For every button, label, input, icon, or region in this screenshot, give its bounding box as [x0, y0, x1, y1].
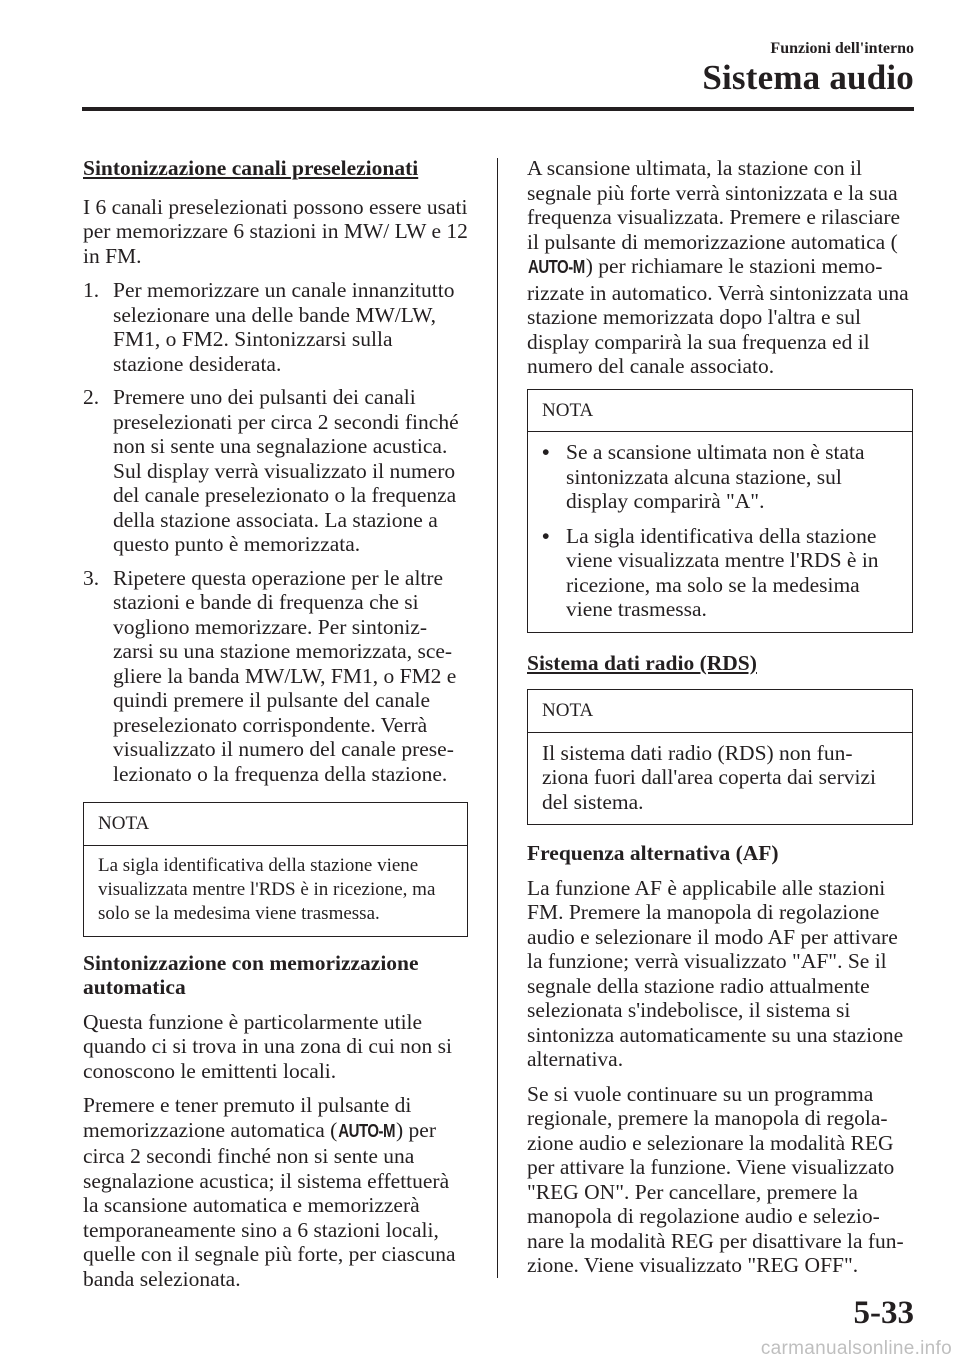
step-number: 2.	[83, 385, 100, 409]
preset-steps	[83, 278, 468, 786]
auto-m-button-icon: AUTO-M	[528, 256, 585, 278]
note-bullet-list	[542, 440, 898, 622]
step-item	[83, 278, 468, 376]
right-column	[527, 156, 913, 1288]
note-label: NOTA	[84, 803, 467, 846]
paragraph-text: ) per richiamare le stazioni memo- rizzate in automatico. Verrà sintonizzata una stazione memorizzata dopo l'altra e sul display comparirà la sua frequenza ed il numero del canale associato.	[527, 254, 909, 378]
af-paragraph-1: La funzione AF è applicabile alle stazioni FM. Premere la manopola di regolazione audio e selezionare il modo AF per attivare la funzione; verrà visualizzato "AF". Se il segnale della stazione radio attualmente selezionata s'indebolisce, il sistema si sintonizza automaticamente su una stazione alternativa.	[527, 875, 904, 1071]
auto-m-button-icon: AUTO-M	[338, 1120, 396, 1142]
auto-memory-heading: Sintonizzazione con memorizzazione automatica	[83, 950, 419, 999]
preset-intro: I 6 canali preselezionati possono essere usati per memorizzare 6 stazioni in MW/ LW e 12 in FM.	[83, 194, 468, 268]
note-bullet	[542, 524, 898, 622]
step-number: 3.	[83, 565, 100, 590]
step-number: 1.	[83, 278, 100, 302]
header-section-label: Funzioni dell'interno	[770, 40, 914, 57]
bullet-text: Se a scansione ultimata non è stata sintonizzata alcuna stazione, sul display comparirà "A".	[566, 440, 865, 513]
note-box-rds	[527, 689, 913, 825]
note-text: Il sistema dati radio (RDS) non fun- ziona fuori dall'area coperta dai servizi del sistema.	[542, 740, 876, 814]
note-label: NOTA	[528, 690, 912, 733]
watermark: carmanualsonline.info	[760, 1338, 952, 1359]
auto-memory-paragraph-1: Questa funzione è particolarmente utile quando ci si trova in una zona di cui non si conoscono le emittenti locali.	[83, 1009, 453, 1083]
left-column	[83, 156, 468, 1301]
note-label: NOTA	[528, 390, 912, 433]
af-heading: Frequenza alternativa (AF)	[527, 841, 779, 865]
auto-memory-paragraph-2	[83, 1093, 468, 1291]
note-body	[528, 432, 912, 632]
rds-heading: Sistema dati radio (RDS)	[527, 650, 757, 675]
step-text: Premere uno dei pulsanti dei canali preselezionati per circa 2 secondi finché non si sente una segnalazione acustica. Sul display verrà visualizzato il numero del canale preselezionato o la frequenza della stazione associata. La stazione a questo punto è memorizzata.	[113, 385, 459, 556]
bullet-icon: •	[542, 440, 550, 464]
header-rule	[82, 107, 914, 111]
note-text: La sigla identificativa della stazione viene visualizzata mentre l'RDS è in ricezione, ma solo se la medesima viene trasmessa.	[98, 854, 436, 924]
step-item	[83, 566, 468, 787]
page-title: Sistema audio	[702, 58, 914, 97]
bullet-icon: •	[542, 523, 550, 548]
column-divider	[497, 158, 498, 1278]
paragraph-text: A scansione ultimata, la stazione con il segnale più forte verrà sintonizzata e la sua frequenza visualizzata. Premere e rilasciare il pulsante di memorizzazione automatica (	[527, 156, 901, 254]
step-text: Per memorizzare un canale innanzitutto selezionare una delle bande MW/LW, FM1, o FM2. Sintonizzarsi sulla stazione desiderata.	[113, 278, 455, 376]
step-item	[83, 385, 468, 557]
page-number: 5-33	[853, 1295, 914, 1331]
bullet-text: La sigla identificativa della stazione viene visualizzata mentre l'RDS è in ricezione, ma solo se la medesima viene trasmessa.	[566, 523, 879, 621]
note-bullet	[542, 440, 898, 514]
note-box-rds-id	[83, 802, 468, 937]
preset-heading: Sintonizzazione canali preselezionati	[83, 156, 419, 180]
paragraph-text: Premere e tener premuto il pulsante di memorizzazione automatica (	[83, 1093, 412, 1142]
scan-result-paragraph	[527, 156, 913, 379]
note-box-scan	[527, 389, 913, 633]
af-paragraph-2: Se si vuole continuare su un programma regionale, premere la manopola di regola- zione audio e selezionare la modalità REG per attivare la funzione. Viene visualizzato "REG ON". Per cancellare, premere la manopola di regolazione audio e selezio- nare la modalità REG per disattivare la fun- zione. Viene visualizzato "REG OFF".	[527, 1081, 904, 1277]
step-text: Ripetere questa operazione per le altre stazioni e bande di frequenza che si vogliono memorizzare. Per sintoniz- zarsi su una stazione memorizzata, sce- gliere la banda MW/LW, FM1, o FM2 e quindi premere il pulsante del canale preselezionato corrispondente. Verrà visualizzato il numero del canale prese- lezionato o la frequenza della stazione.	[113, 565, 457, 786]
paragraph-text: ) per circa 2 secondi finché non si sente una segnalazione acustica; il sistema effettuerà la scansione automatica e memorizzerà temporaneamente sino a 6 stazioni locali, quelle con il segnale più forte, per ciascuna banda selezionata.	[83, 1117, 456, 1291]
